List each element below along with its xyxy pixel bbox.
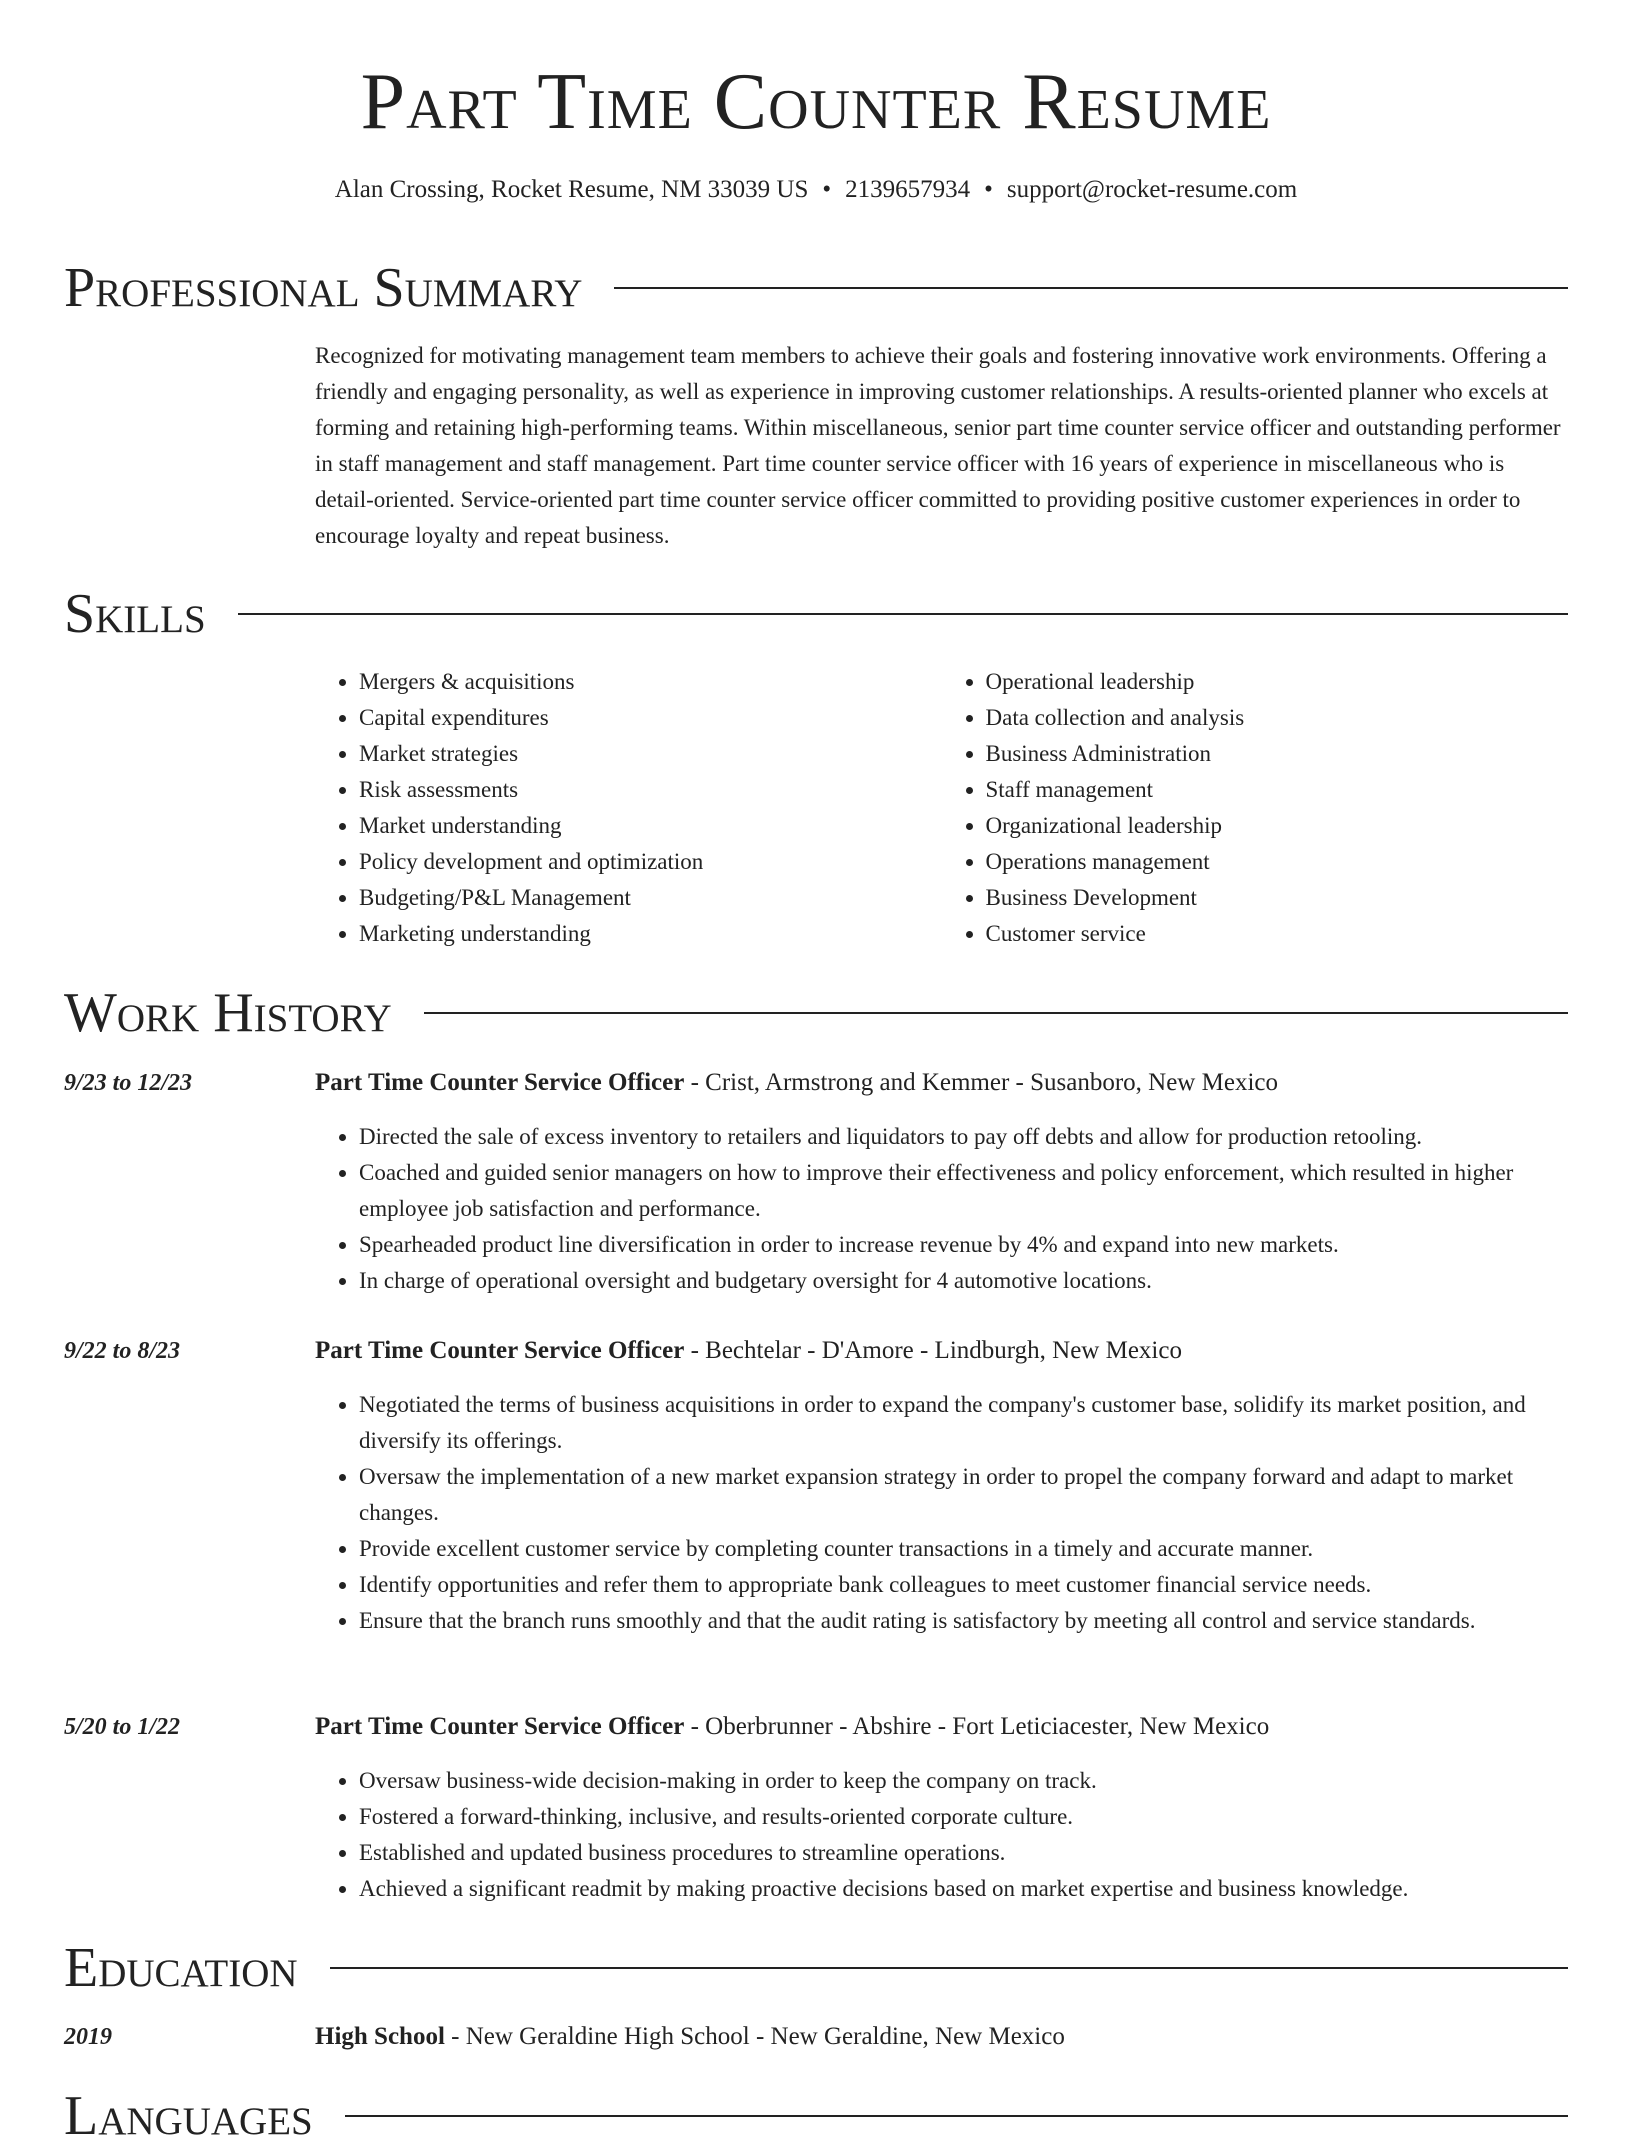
job-bullet: • Spearheaded product line diversification in order to increase revenue by 4% and expand into new markets. [359, 1227, 1568, 1263]
education-section [64, 1938, 1568, 1998]
section-divider [238, 613, 1568, 615]
work-section [64, 983, 1568, 1043]
education-details: - New Geraldine High School - New Geraldine, New Mexico [444, 2023, 1065, 2050]
work-heading-row [64, 983, 1568, 1043]
job-bullet: • Fostered a forward-thinking, inclusive, and results-oriented corporate culture. [359, 1799, 1568, 1835]
skill-item: • Staff management [986, 772, 1569, 808]
job-bullet: • Established and updated business procedures to streamline operations. [359, 1835, 1568, 1871]
job-bullets [315, 1387, 1568, 1639]
skill-item: • Organizational leadership [986, 808, 1569, 844]
job-bullets [315, 1763, 1568, 1907]
job-details: - Oberbrunner - Abshire - Fort Leticiacester, New Mexico [684, 1713, 1270, 1740]
job-bullet: • Directed the sale of excess inventory to retailers and liquidators to pay off debts and allow for production retooling. [359, 1119, 1568, 1155]
contact-email: support@rocket-resume.com [1006, 176, 1298, 203]
skill-item: • Mergers & acquisitions [359, 664, 942, 700]
summary-text: Recognized for motivating management team members to achieve their goals and fostering innovative work environments. Offering a friendly and engaging personality, as well as experience in improving customer relationships. A results-oriented planner who excels at forming and retaining high-performing teams. Within miscellaneous, senior part time counter service officer and outstanding performer in staff management and staff management. Part time counter service officer with 16 years of experience in miscellaneous who is detail-oriented. Service-oriented part time counter service officer committed to providing positive customer experiences in order to encourage loyalty and repeat business. [315, 343, 1561, 548]
job-title: Part Time Counter Service Officer [315, 1713, 685, 1740]
skill-item: • Operations management [986, 844, 1569, 880]
languages-section [64, 2086, 1568, 2146]
section-divider [424, 1012, 1568, 1014]
languages-heading: Languages [64, 2085, 313, 2147]
summary-section [64, 258, 1568, 318]
job-dates: 9/23 to 12/23 [64, 1070, 193, 1096]
job-bullet: • Provide excellent customer service by completing counter transactions in a timely and accurate manner. [359, 1531, 1568, 1567]
summary-heading: Professional Summary [64, 257, 583, 319]
job-title: Part Time Counter Service Officer [315, 1069, 685, 1096]
job-title: Part Time Counter Service Officer [315, 1337, 685, 1364]
skills-list-left [315, 664, 942, 952]
job-bullet: • Oversaw business-wide decision-making in order to keep the company on track. [359, 1763, 1568, 1799]
skill-item: • Business Administration [986, 736, 1569, 772]
work-heading: Work History [64, 982, 392, 1044]
summary-heading-row [64, 258, 1568, 318]
languages-heading-row [64, 2086, 1568, 2146]
job-header [315, 1709, 1269, 1745]
job-dates: 5/20 to 1/22 [64, 1714, 181, 1740]
contact-line [64, 176, 1568, 204]
resume-title: Part Time Counter Resume [360, 58, 1272, 146]
skill-item: • Market understanding [359, 808, 942, 844]
job-bullet: • Negotiated the terms of business acquisitions in order to expand the company's customer base, solidify its market position, and diversify its offerings. [359, 1387, 1568, 1459]
skill-item: • Capital expenditures [359, 700, 942, 736]
skill-item: • Market strategies [359, 736, 942, 772]
education-heading-row [64, 1938, 1568, 1998]
skill-item: • Customer service [986, 916, 1569, 952]
education-degree: High School [315, 2023, 445, 2050]
skill-item: • Budgeting/P&L Management [359, 880, 942, 916]
contact-separator: • [822, 176, 832, 203]
education-heading: Education [64, 1937, 298, 1999]
skill-item: • Policy development and optimization [359, 844, 942, 880]
skills-columns [315, 664, 1568, 952]
job-bullets [315, 1119, 1568, 1299]
skill-item: • Risk assessments [359, 772, 942, 808]
contact-separator: • [984, 176, 993, 203]
job-bullet: • Ensure that the branch runs smoothly and that the audit rating is satisfactory by meeting all control and service standards. [359, 1603, 1568, 1639]
job-bullet: • Oversaw the implementation of a new market expansion strategy in order to propel the company forward and adapt to market changes. [359, 1459, 1568, 1531]
job-details: - Bechtelar - D'Amore - Lindburgh, New Mexico [684, 1337, 1182, 1364]
job-bullet: • Achieved a significant readmit by making proactive decisions based on market expertise and business knowledge. [359, 1871, 1568, 1907]
job-header [315, 1333, 1182, 1369]
section-divider [614, 287, 1568, 289]
contact-phone: 2139657934 [845, 176, 971, 203]
job-bullet: • In charge of operational oversight and budgetary oversight for 4 automotive locations. [359, 1263, 1568, 1299]
skills-section [64, 584, 1568, 644]
skills-list-right [942, 664, 1569, 952]
section-divider [330, 1967, 1568, 1969]
section-divider [345, 2115, 1568, 2117]
job-bullet: • Coached and guided senior managers on how to improve their effectiveness and policy enforcement, which resulted in higher employee job satisfaction and performance. [359, 1155, 1568, 1227]
job-bullet: • Identify opportunities and refer them to appropriate bank colleagues to meet customer financial service needs. [359, 1567, 1568, 1603]
job-dates: 9/22 to 8/23 [64, 1338, 181, 1364]
skills-heading: Skills [64, 583, 206, 645]
skill-item: • Data collection and analysis [986, 700, 1569, 736]
education-header [315, 2019, 1065, 2055]
skill-item: • Operational leadership [986, 664, 1569, 700]
skill-item: • Marketing understanding [359, 916, 942, 952]
skill-item: • Business Development [986, 880, 1569, 916]
contact-address: Alan Crossing, Rocket Resume, NM 33039 US [334, 176, 809, 203]
skills-heading-row [64, 584, 1568, 644]
job-header [315, 1065, 1278, 1101]
job-details: - Crist, Armstrong and Kemmer - Susanboro, New Mexico [684, 1069, 1278, 1096]
education-year: 2019 [64, 2024, 112, 2050]
